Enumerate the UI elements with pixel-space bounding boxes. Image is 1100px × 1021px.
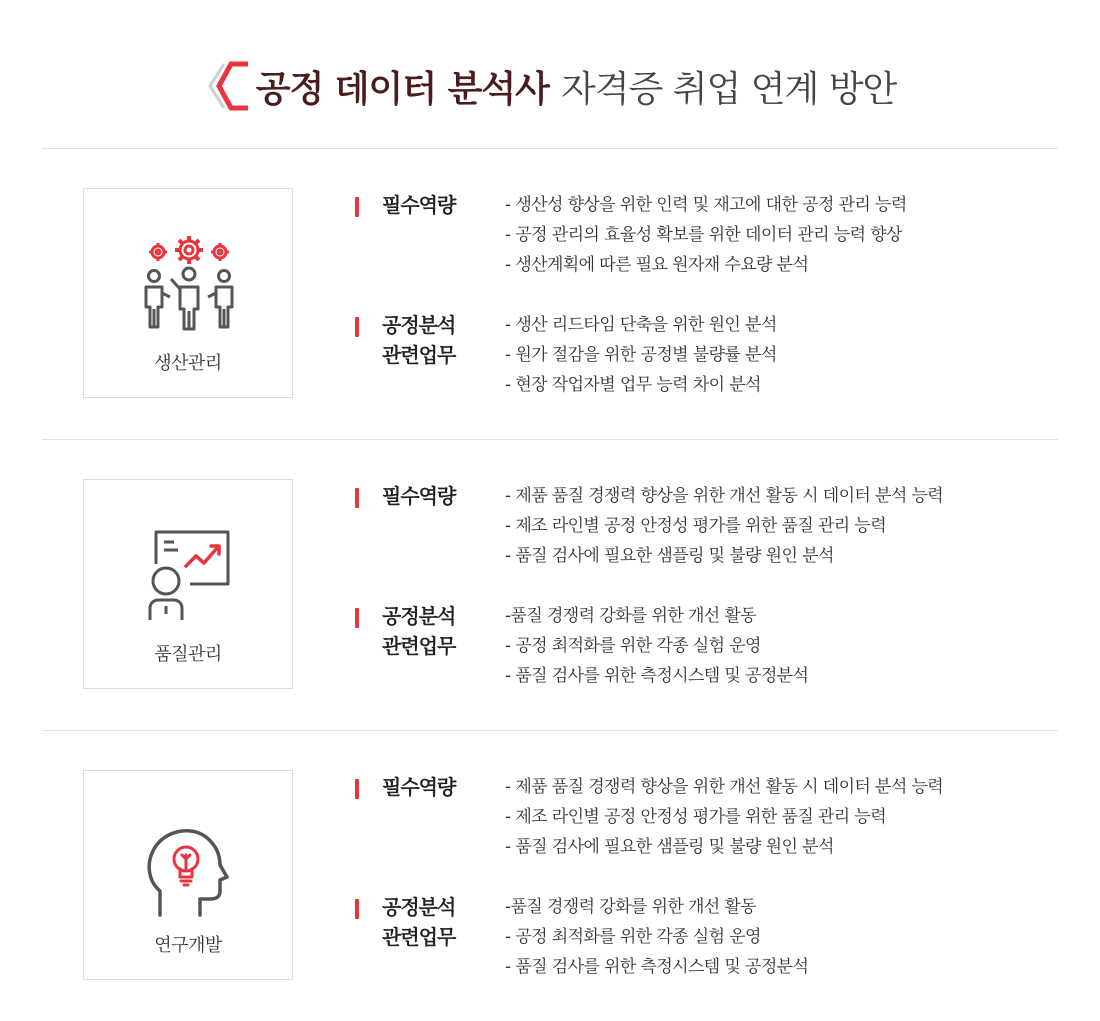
list-item: - 품질 검사를 위한 측정시스템 및 공정분석 <box>505 666 809 686</box>
list-item: - 공정 최적화를 위한 각종 실험 운영 <box>505 636 761 656</box>
icon-card <box>83 770 293 980</box>
group-title-line: 공정분석 <box>382 313 456 337</box>
list-item: -품질 경쟁력 강화를 위한 개선 활동 <box>505 897 757 917</box>
presentation-chart-icon <box>134 520 244 630</box>
section-label: 연구개발 <box>154 935 222 956</box>
group-title-line: 공정분석 <box>382 895 456 919</box>
divider <box>42 730 1058 731</box>
list-item: - 원가 절감을 위한 공정별 불량률 분석 <box>505 345 777 365</box>
list-item: - 제품 품질 경쟁력 향상을 위한 개선 활동 시 데이터 분석 능력 <box>505 486 944 506</box>
section-label: 생산관리 <box>154 353 222 374</box>
group-title <box>382 481 492 511</box>
group-title-line: 관련업무 <box>382 634 456 658</box>
list-item: - 공정 관리의 효율성 확보를 위한 데이터 관리 능력 향상 <box>505 225 902 245</box>
accent-bar <box>355 317 359 337</box>
team-gears-icon <box>134 229 244 339</box>
title-light-text: 자격증 취업 연계 방안 <box>560 68 897 110</box>
list-item: - 제품 품질 경쟁력 향상을 위한 개선 활동 시 데이터 분석 능력 <box>505 777 944 797</box>
group-title <box>382 190 492 220</box>
section-rnd <box>0 770 1100 1010</box>
list-item: - 생산 리드타임 단축을 위한 원인 분석 <box>505 315 777 335</box>
group-title-line: 필수역량 <box>382 775 456 799</box>
chevron-bracket-icon <box>204 58 250 114</box>
item-list <box>505 601 808 691</box>
head-lightbulb-icon <box>134 811 244 921</box>
group-title-line: 필수역량 <box>382 193 456 217</box>
item-list <box>505 481 943 571</box>
group-title <box>382 601 492 661</box>
accent-bar <box>355 488 359 508</box>
list-item: - 공정 최적화를 위한 각종 실험 운영 <box>505 927 761 947</box>
accent-bar <box>355 779 359 799</box>
group-title <box>382 772 492 802</box>
item-list <box>505 310 777 400</box>
list-item: - 제조 라인별 공정 안정성 평가를 위한 품질 관리 능력 <box>505 807 887 827</box>
section-quality <box>0 479 1100 719</box>
accent-bar <box>355 197 359 217</box>
group-title <box>382 892 492 952</box>
list-item: - 품질 검사를 위한 측정시스템 및 공정분석 <box>505 957 809 977</box>
list-item: - 현장 작업자별 업무 능력 차이 분석 <box>505 375 761 395</box>
list-item: - 생산성 향상을 위한 인력 및 재고에 대한 공정 관리 능력 <box>505 195 907 215</box>
list-item: - 제조 라인별 공정 안정성 평가를 위한 품질 관리 능력 <box>505 516 887 536</box>
divider <box>42 148 1058 149</box>
item-list <box>505 190 907 280</box>
item-list <box>505 772 943 862</box>
item-list <box>505 892 808 982</box>
list-item: - 품질 검사에 필요한 샘플링 및 불량 원인 분석 <box>505 546 834 566</box>
icon-card <box>83 188 293 398</box>
list-item: -품질 경쟁력 강화를 위한 개선 활동 <box>505 606 757 626</box>
icon-card <box>83 479 293 689</box>
section-label: 품질관리 <box>154 644 222 665</box>
page-title <box>0 58 1100 114</box>
group-title-line: 관련업무 <box>382 925 456 949</box>
accent-bar <box>355 899 359 919</box>
title-bold-text: 공정 데이터 분석사 <box>255 68 549 110</box>
list-item: - 품질 검사에 필요한 샘플링 및 불량 원인 분석 <box>505 837 834 857</box>
group-title-line: 공정분석 <box>382 604 456 628</box>
accent-bar <box>355 608 359 628</box>
section-production <box>0 188 1100 428</box>
group-title-line: 관련업무 <box>382 343 456 367</box>
group-title-line: 필수역량 <box>382 484 456 508</box>
list-item: - 생산계획에 따른 필요 원자재 수요량 분석 <box>505 255 809 275</box>
group-title <box>382 310 492 370</box>
divider <box>42 439 1058 440</box>
